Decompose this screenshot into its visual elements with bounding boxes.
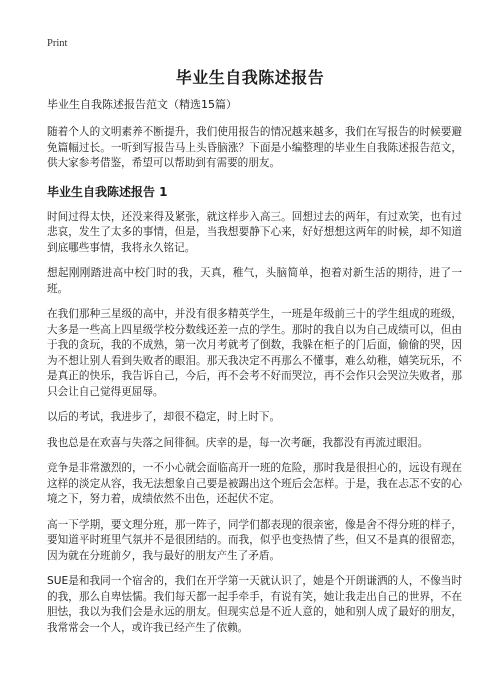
print-link[interactable]: Print: [47, 38, 68, 49]
body-paragraph: SUE是和我同一个宿舍的，我们在开学第一天就认识了，她是个开朗谦洒的人，不像当时的我，那么自卑怯懦。我们每天都一起手牵手，有说有笑，她让我走出自己的世界，不在胆怯，我以为我们会是永远的朋友。但现实总是不近人意的，她和别人成了最好的朋友，我常常会一个人，或许我已经产生了依赖。: [47, 575, 462, 634]
body-paragraph: 竞争是非常激烈的，一不小心就会面临高开一班的危险，那时我是很担心的，远设有现在这样的淡定从容，我无法想象自己要是被踢出这个班后会怎样。于是，我在忐忑不安的心境之下，努力着，成绩依然不出色，还起伏不定。: [47, 462, 462, 505]
body-paragraph: 高一下学期，要文理分班，那一阵子，同学们都表现的很亲密，像是舍不得分班的样子，要知道平时班里气氛并不是很团结的。而我，似乎也变热情了些，但又不是真的很留恋，因为就在分班前夕，我与最好的朋友产生了矛盾。: [47, 518, 462, 562]
document-subtitle: 毕业生自我陈述报告范文（精选15篇）: [47, 98, 237, 111]
body-paragraph: 时间过得太快，还没来得及紧张，就这样步入高三。回想过去的两年，有过欢笑，也有过悲哀，发生了太多的事情，但是，当我想要静下心来，好好想想这两年的时候，却不知道到底哪些事情，我将永久铭记。: [47, 210, 462, 254]
section-heading: 毕业生自我陈述报告 1: [47, 184, 168, 199]
document-title: 毕业生自我陈述报告: [175, 68, 325, 87]
body-paragraph: 想起刚刚踏进高中校门时的我，天真，稚气，头脑简单，抱着对新生活的期待，进了一班。: [47, 267, 462, 295]
document-body: [47, 97, 462, 646]
body-paragraph: 以后的考试，我进步了，却很不稳定，时上时下。: [47, 411, 281, 423]
body-paragraph: 在我们那种三星级的高中，并没有很多精英学生，一班是年级前三十的学生组成的班级，大多是一些高上四星级学校分数线还差一点的学生。那时的我自以为自己成绩可以，但由于我的贪玩，我的不成熟，第一次月考就考了倒数，我躲在柜子的门后面，偷偷的哭，因为不想让别人看到失败者的眼泪。那天我决定不再那么不懂事，难么幼稚，嬉笑玩乐，不是真正的快乐，我告诉自己，今后，再不会考不好而哭泣，再不会作只会哭泣失败者，那只会让自己觉得更屈辱。: [47, 308, 462, 398]
body-paragraph: 我也总是在欢喜与失落之间徘徊。庆幸的是，每一次考砸，我都没有再流过眼泪。: [47, 436, 429, 449]
intro-paragraph: 随着个人的文明素养不断提升，我们使用报告的情况越来越多，我们在写报告的时候要避免篇幅过长。一听到写报告马上头昏脑涨？下面是小编整理的毕业生自我陈述报告范文，供大家参考借鉴，希望可以帮助到有需要的朋友。: [47, 126, 462, 169]
